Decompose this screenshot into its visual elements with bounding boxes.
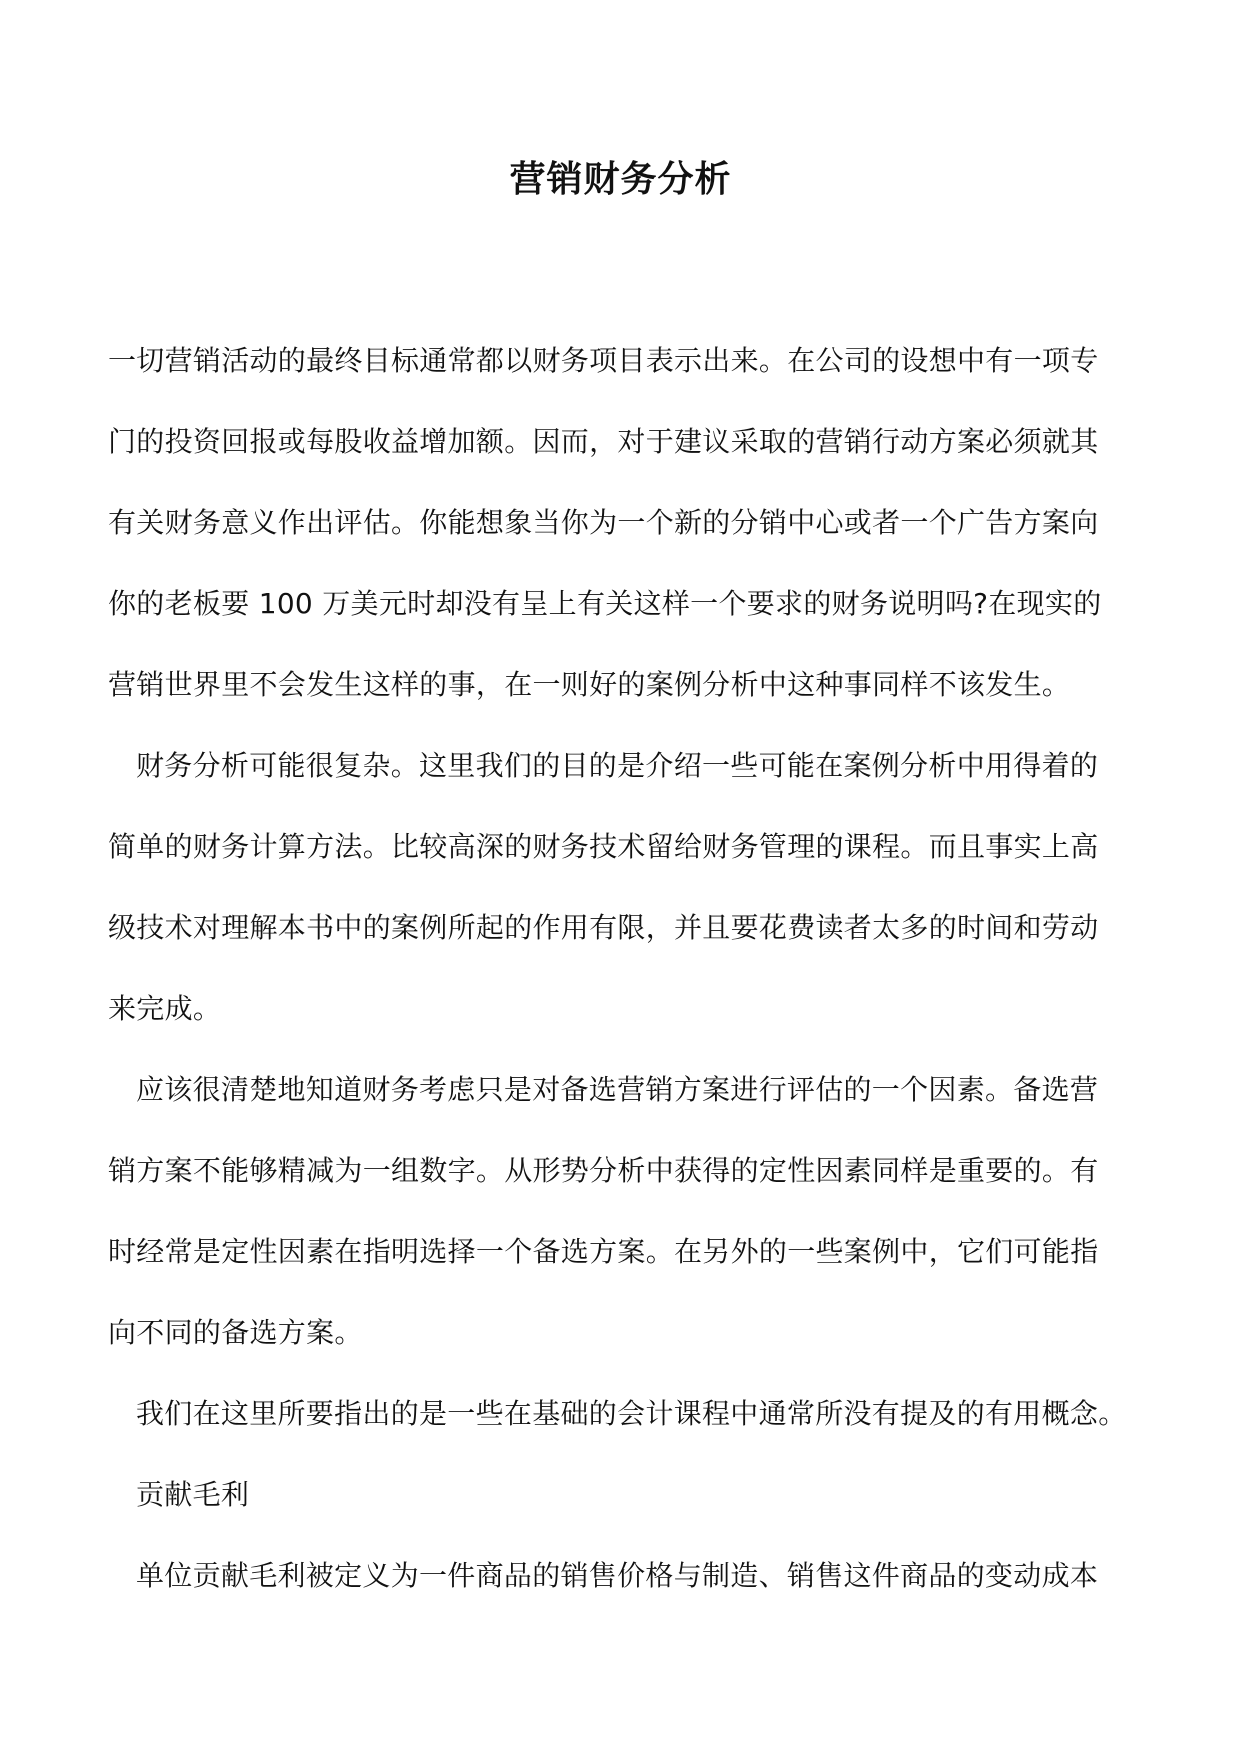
paragraph-line: 应该很清楚地知道财务考虑只是对备选营销方案进行评估的一个因素。备选营: [136, 1073, 1099, 1106]
paragraph-line: 级技术对理解本书中的案例所起的作用有限，并且要花费读者太多的时间和劳动: [108, 911, 1099, 944]
paragraph-line: 营销世界里不会发生这样的事，在一则好的案例分析中这种事同样不该发生。: [108, 668, 1071, 701]
paragraph-line: 有关财务意义作出评估。你能想象当你为一个新的分销中心或者一个广告方案向: [108, 506, 1099, 539]
document-body: [108, 340, 1133, 1636]
paragraph-line: 来完成。: [108, 992, 222, 1025]
paragraph-line: 时经常是定性因素在指明选择一个备选方案。在另外的一些案例中，它们可能指: [108, 1235, 1099, 1268]
paragraph-line: 我们在这里所要指出的是一些在基础的会计课程中通常所没有提及的有用概念。: [136, 1397, 1127, 1430]
paragraph-line: 你的老板要 100 万美元时却没有呈上有关这样一个要求的财务说明吗?在现实的: [108, 587, 1102, 620]
paragraph-line: 财务分析可能很复杂。这里我们的目的是介绍一些可能在案例分析中用得着的: [136, 749, 1099, 782]
section-heading: 贡献毛利: [136, 1478, 250, 1511]
paragraph-line: 一切营销活动的最终目标通常都以财务项目表示出来。在公司的设想中有一项专: [108, 344, 1099, 377]
paragraph-line: 销方案不能够精减为一组数字。从形势分析中获得的定性因素同样是重要的。有: [108, 1154, 1099, 1187]
page-title: 营销财务分析: [509, 159, 732, 200]
paragraph-line: 单位贡献毛利被定义为一件商品的销售价格与制造、销售这件商品的变动成本: [136, 1559, 1099, 1592]
paragraph-line: 门的投资回报或每股收益增加额。因而，对于建议采取的营销行动方案必须就其: [108, 425, 1099, 458]
paragraph-line: 向不同的备选方案。: [108, 1316, 363, 1349]
paragraph-line: 简单的财务计算方法。比较高深的财务技术留给财务管理的课程。而且事实上高: [108, 830, 1099, 863]
